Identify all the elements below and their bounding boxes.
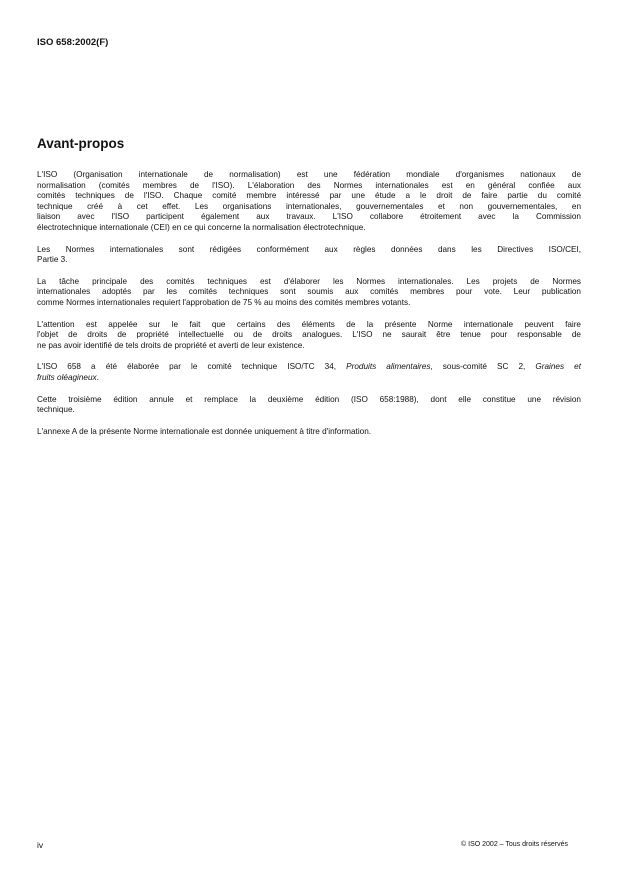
page-number: iv [37, 840, 44, 850]
text-line [37, 373, 581, 384]
foreword-body [37, 170, 581, 448]
paragraph-5 [37, 362, 581, 383]
text-line: L'annexe A de la présente Norme internationale est donnée uniquement à titre d'information. [37, 426, 372, 436]
text-line: comme Normes internationales requiert l'approbation de 75 % au moins des comités membres votants. [37, 297, 411, 307]
text-line: L'ISO (Organisation internationale de normalisation) est une fédération mondiale d'organismes nationaux de [37, 170, 581, 179]
text-line: technique. [37, 405, 75, 415]
subcommittee-title: Graines et [535, 362, 581, 372]
text-line: L'attention est appelée sur le fait que certains des éléments de la présente Norme internationale peuvent faire [37, 319, 581, 329]
text-line [37, 362, 581, 373]
text-line: ne pas avoir identifié de tels droits de propriété et averti de leur existence. [37, 340, 305, 350]
text-line: l'objet de droits de propriété intellectuelle ou de droits analogues. L'ISO ne saurait être tenue pour responsable de [37, 330, 581, 340]
text-line: liaison avec l'ISO participent également aux travaux. L'ISO collabore étroitement avec la Commission [37, 212, 581, 222]
text-line: normalisation (comités membres de l'ISO). L'élaboration des Normes internationales est en général confiée aux [37, 180, 581, 190]
text-line: technique créé à cet effet. Les organisations internationales, gouvernementales et non gouvernementales, en [37, 201, 581, 211]
subcommittee-title-cont: fruits oléagineux [37, 372, 97, 382]
text-line: internationales adoptés par les comités techniques sont soumis aux comités membres pour vote. Leur publication [37, 287, 581, 297]
paragraph-2 [37, 245, 581, 266]
text-segment: L'ISO 658 a été élaborée par le comité technique ISO/TC 34, [37, 362, 347, 372]
text-line: La tâche principale des comités techniques est d'élaborer les Normes internationales. Les projets de Normes [37, 276, 581, 286]
paragraph-3 [37, 277, 581, 309]
paragraph-4 [37, 320, 581, 352]
text-line: Cette troisième édition annule et remplace la deuxième édition (ISO 658:1988), dont elle constitue une révision [37, 394, 581, 404]
text-line: Les Normes internationales sont rédigées conformément aux règles données dans les Directives ISO/CEI, [37, 244, 581, 254]
document-header: ISO 658:2002(F) [37, 37, 109, 48]
text-line: Partie 3. [37, 255, 68, 265]
copyright-notice: © ISO 2002 – Tous droits réservés [461, 841, 568, 848]
text-line: électrotechnique internationale (CEI) en ce qui concerne la normalisation électrotechnique. [37, 222, 366, 232]
paragraph-7 [37, 427, 581, 438]
section-title: Avant-propos [37, 136, 125, 151]
paragraph-6 [37, 395, 581, 416]
text-segment: , sous-comité SC 2, [430, 362, 536, 372]
committee-title: Produits alimentaires [346, 362, 431, 372]
text-line: comités techniques de l'ISO. Chaque comité membre intéressé par une étude a le droit de faire partie du comité [37, 191, 581, 201]
text-segment: . [96, 372, 99, 382]
paragraph-1 [37, 170, 581, 234]
